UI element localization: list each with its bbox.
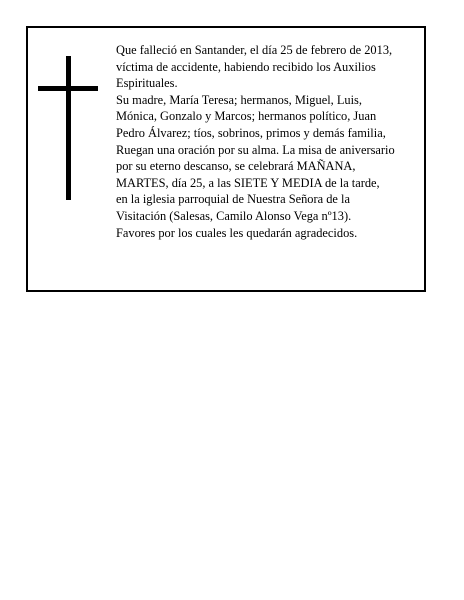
obituary-line: por su eterno descanso, se celebrará MAÑANA,	[116, 159, 356, 174]
obituary-notice	[26, 26, 426, 292]
cross-vertical-bar	[66, 56, 71, 200]
obituary-line: Espirituales.	[116, 76, 178, 91]
obituary-line: víctima de accidente, habiendo recibido los Auxilios	[116, 59, 376, 74]
obituary-line: Mónica, Gonzalo y Marcos; hermanos político, Juan	[116, 109, 377, 124]
obituary-line: Favores por los cuales les quedarán agradecidos.	[116, 225, 358, 240]
obituary-line: Ruegan una oración por su alma. La misa de aniversario	[116, 142, 395, 157]
obituary-line: Que falleció en Santander, el día 25 de febrero de 2013,	[116, 43, 393, 57]
obituary-line: Visitación (Salesas, Camilo Alonso Vega nº13).	[116, 208, 352, 223]
obituary-line: MARTES, día 25, a las SIETE Y MEDIA de la tarde,	[116, 175, 380, 190]
obituary-line: Su madre, María Teresa; hermanos, Miguel, Luis,	[116, 92, 362, 107]
obituary-line: en la iglesia parroquial de Nuestra Señora de la	[116, 192, 350, 207]
cross-horizontal-bar	[38, 86, 98, 91]
obituary-line: Pedro Álvarez; tíos, sobrinos, primos y demás familia,	[116, 125, 386, 140]
obituary-text	[116, 42, 428, 241]
cross-icon	[38, 56, 98, 200]
